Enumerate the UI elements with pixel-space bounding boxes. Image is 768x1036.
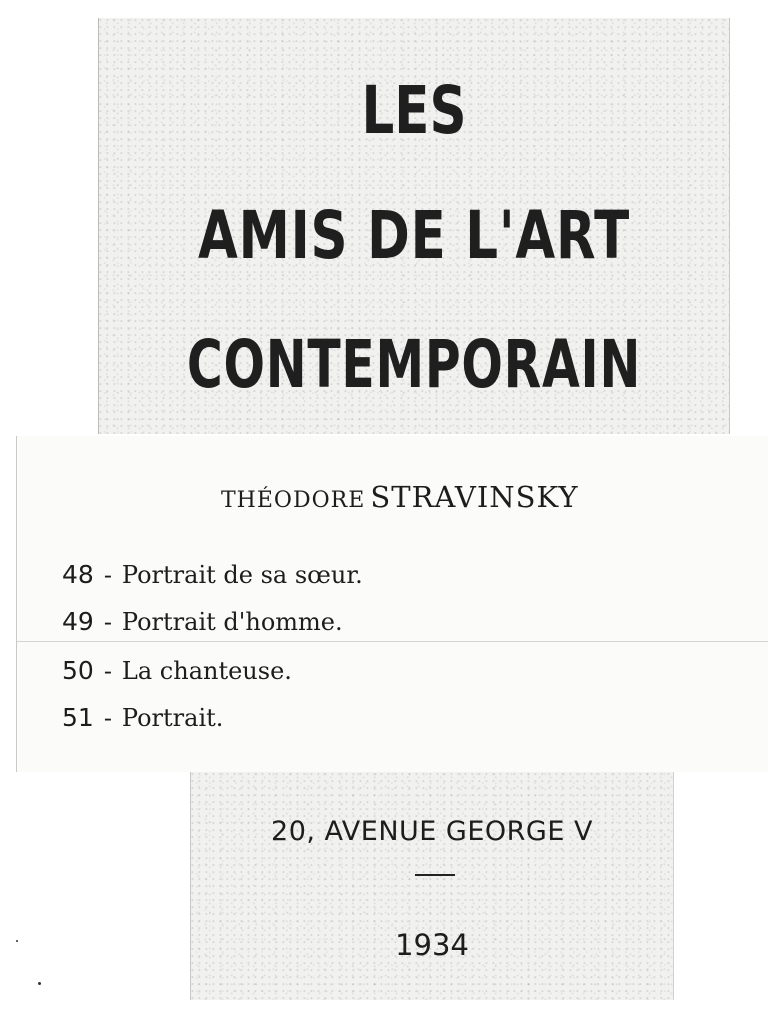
work-title: La chanteuse. [121, 657, 292, 685]
title-line-1: LES [361, 72, 467, 149]
work-title: Portrait d'homme. [121, 608, 343, 636]
work-title: Portrait de sa sœur. [121, 561, 363, 589]
work-separator: - [103, 608, 112, 636]
list-item [62, 656, 292, 685]
address: 20, AVENUE GEORGE V [271, 816, 593, 847]
work-separator: - [103, 561, 112, 589]
work-number: 50 [62, 656, 94, 685]
artist-name [221, 480, 579, 514]
work-number: 49 [62, 607, 94, 636]
list-item [62, 560, 363, 589]
list-item [62, 703, 223, 732]
work-separator: - [103, 704, 112, 732]
stray-dot [16, 940, 18, 942]
divider-line [415, 874, 455, 876]
work-number: 48 [62, 560, 94, 589]
artist-last-name: STRAVINSKY [370, 480, 579, 514]
stray-dot [38, 982, 41, 985]
work-number: 51 [62, 703, 94, 732]
title-block [98, 18, 730, 434]
works-list-block [16, 436, 768, 772]
fold-line [17, 641, 768, 642]
year: 1934 [395, 928, 469, 962]
artist-first-name: THÉODORE [221, 488, 366, 513]
list-item [62, 607, 343, 636]
work-title: Portrait. [121, 704, 224, 732]
work-separator: - [103, 657, 112, 685]
footer-block [190, 772, 674, 1000]
title-line-3: CONTEMPORAIN [186, 326, 642, 403]
title-line-2: AMIS DE L'ART [197, 197, 631, 274]
